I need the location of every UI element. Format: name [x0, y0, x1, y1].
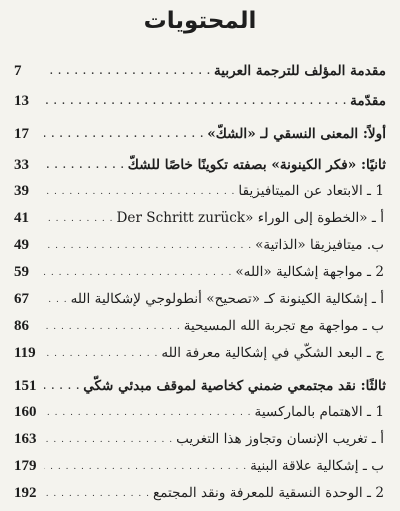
toc-entry-text: مقدمة المؤلف للترجمة العربية: [213, 63, 386, 79]
page-title: المحتويات: [143, 8, 257, 34]
toc-leader-dots: [44, 96, 347, 110]
toc-leader-dots: [44, 461, 247, 475]
toc-page-number: 59: [14, 264, 29, 280]
toc-entry-text: ثانيًا: «فكر الكينونة» بصفته تكوينًا خاصًا للشكّ: [127, 157, 386, 173]
toc-entry-text: ب ـ مواجهة مع تجربة الله المسيحية: [183, 318, 384, 334]
toc-page-number: 67: [14, 291, 29, 307]
toc-page-number: 151: [14, 378, 37, 394]
toc-entry-section[interactable]: [14, 178, 386, 200]
toc-entry-text: ب. ميتافيزيقا «الذاتية»: [255, 237, 384, 253]
toc-page-number: 192: [14, 485, 37, 501]
toc-leader-dots: [44, 294, 68, 308]
toc-page-number: 179: [14, 458, 37, 474]
toc-entry-part-one[interactable]: [14, 121, 386, 143]
toc-page-number: 17: [14, 126, 29, 142]
toc-entry-section[interactable]: [14, 286, 386, 308]
toc-entry-section[interactable]: [14, 232, 386, 254]
toc-leader-dots: [44, 66, 211, 80]
toc-entry-section[interactable]: [14, 205, 386, 227]
toc-leader-dots: [44, 213, 114, 227]
toc-entry-section[interactable]: [14, 399, 386, 421]
toc-entry-section[interactable]: [14, 340, 386, 362]
toc-leader-dots: [44, 129, 204, 143]
toc-page-number: 7: [14, 63, 22, 79]
toc-leader-dots: [44, 407, 252, 421]
toc-page-number: 160: [14, 404, 37, 420]
toc-entry-text: ثالثًا: نقد مجتمعي ضمني كخاصية لموقف مبدئي شكّي: [83, 378, 386, 394]
toc-page-number: 119: [14, 345, 36, 361]
toc-entry-text: ب ـ إشكالية علاقة البنية: [250, 458, 384, 474]
toc-leader-dots: [44, 240, 252, 254]
toc-entry-text: 2 ـ مواجهة إشكالية «الله»: [235, 264, 384, 280]
toc-page-number: 86: [14, 318, 29, 334]
toc-entry-section[interactable]: [14, 259, 386, 281]
toc-entry-part-three[interactable]: [14, 373, 386, 395]
toc-page-number: 13: [14, 93, 29, 109]
toc-leader-dots: [44, 160, 125, 174]
toc-entry-text: 1 ـ الاهتمام بالماركسية: [254, 404, 384, 420]
toc-entry-author-preface[interactable]: [14, 58, 386, 80]
toc-entry-introduction[interactable]: [14, 88, 386, 110]
toc-entry-text: أ ـ «الخطوة إلى الوراء «Der Schritt zurück: [116, 210, 384, 226]
toc-leader-dots: [44, 321, 181, 335]
toc-entry-text: أ ـ تغريب الإنسان وتجاوز هذا التغريب: [176, 431, 384, 447]
toc-entry-text: 1 ـ الابتعاد عن الميتافيزيقا: [238, 183, 384, 199]
toc-entry-section[interactable]: [14, 426, 386, 448]
toc-leader-dots: [44, 186, 235, 200]
toc-leader-dots: [44, 267, 232, 281]
toc-entry-section[interactable]: [14, 453, 386, 475]
toc-leader-dots: [44, 348, 158, 362]
toc-entry-text: ج ـ البعد الشكّي في إشكالية معرفة الله: [161, 345, 384, 361]
toc-page-number: 49: [14, 237, 29, 253]
toc-entry-section[interactable]: [14, 480, 386, 502]
toc-leader-dots: [44, 381, 80, 395]
toc-leader-dots: [44, 434, 173, 448]
toc-page-number: 163: [14, 431, 37, 447]
toc-entry-text: أولاً: المعنى النسقي لـ «الشكّ»: [207, 126, 386, 142]
toc-entry-text: أ ـ إشكالية الكينونة كـ «تصحيح» أنطولوجي لإشكالية الله: [70, 291, 384, 307]
toc-leader-dots: [44, 488, 150, 502]
toc-page-number: 41: [14, 210, 29, 226]
toc-entry-text: مقدّمة: [350, 93, 386, 109]
toc-entry-text: 2 ـ الوحدة النسقية للمعرفة ونقد المجتمع: [152, 485, 384, 501]
toc-page-number: 39: [14, 183, 29, 199]
toc-page-number: 33: [14, 157, 29, 173]
toc-entry-part-two[interactable]: [14, 152, 386, 174]
toc-entry-section[interactable]: [14, 313, 386, 335]
